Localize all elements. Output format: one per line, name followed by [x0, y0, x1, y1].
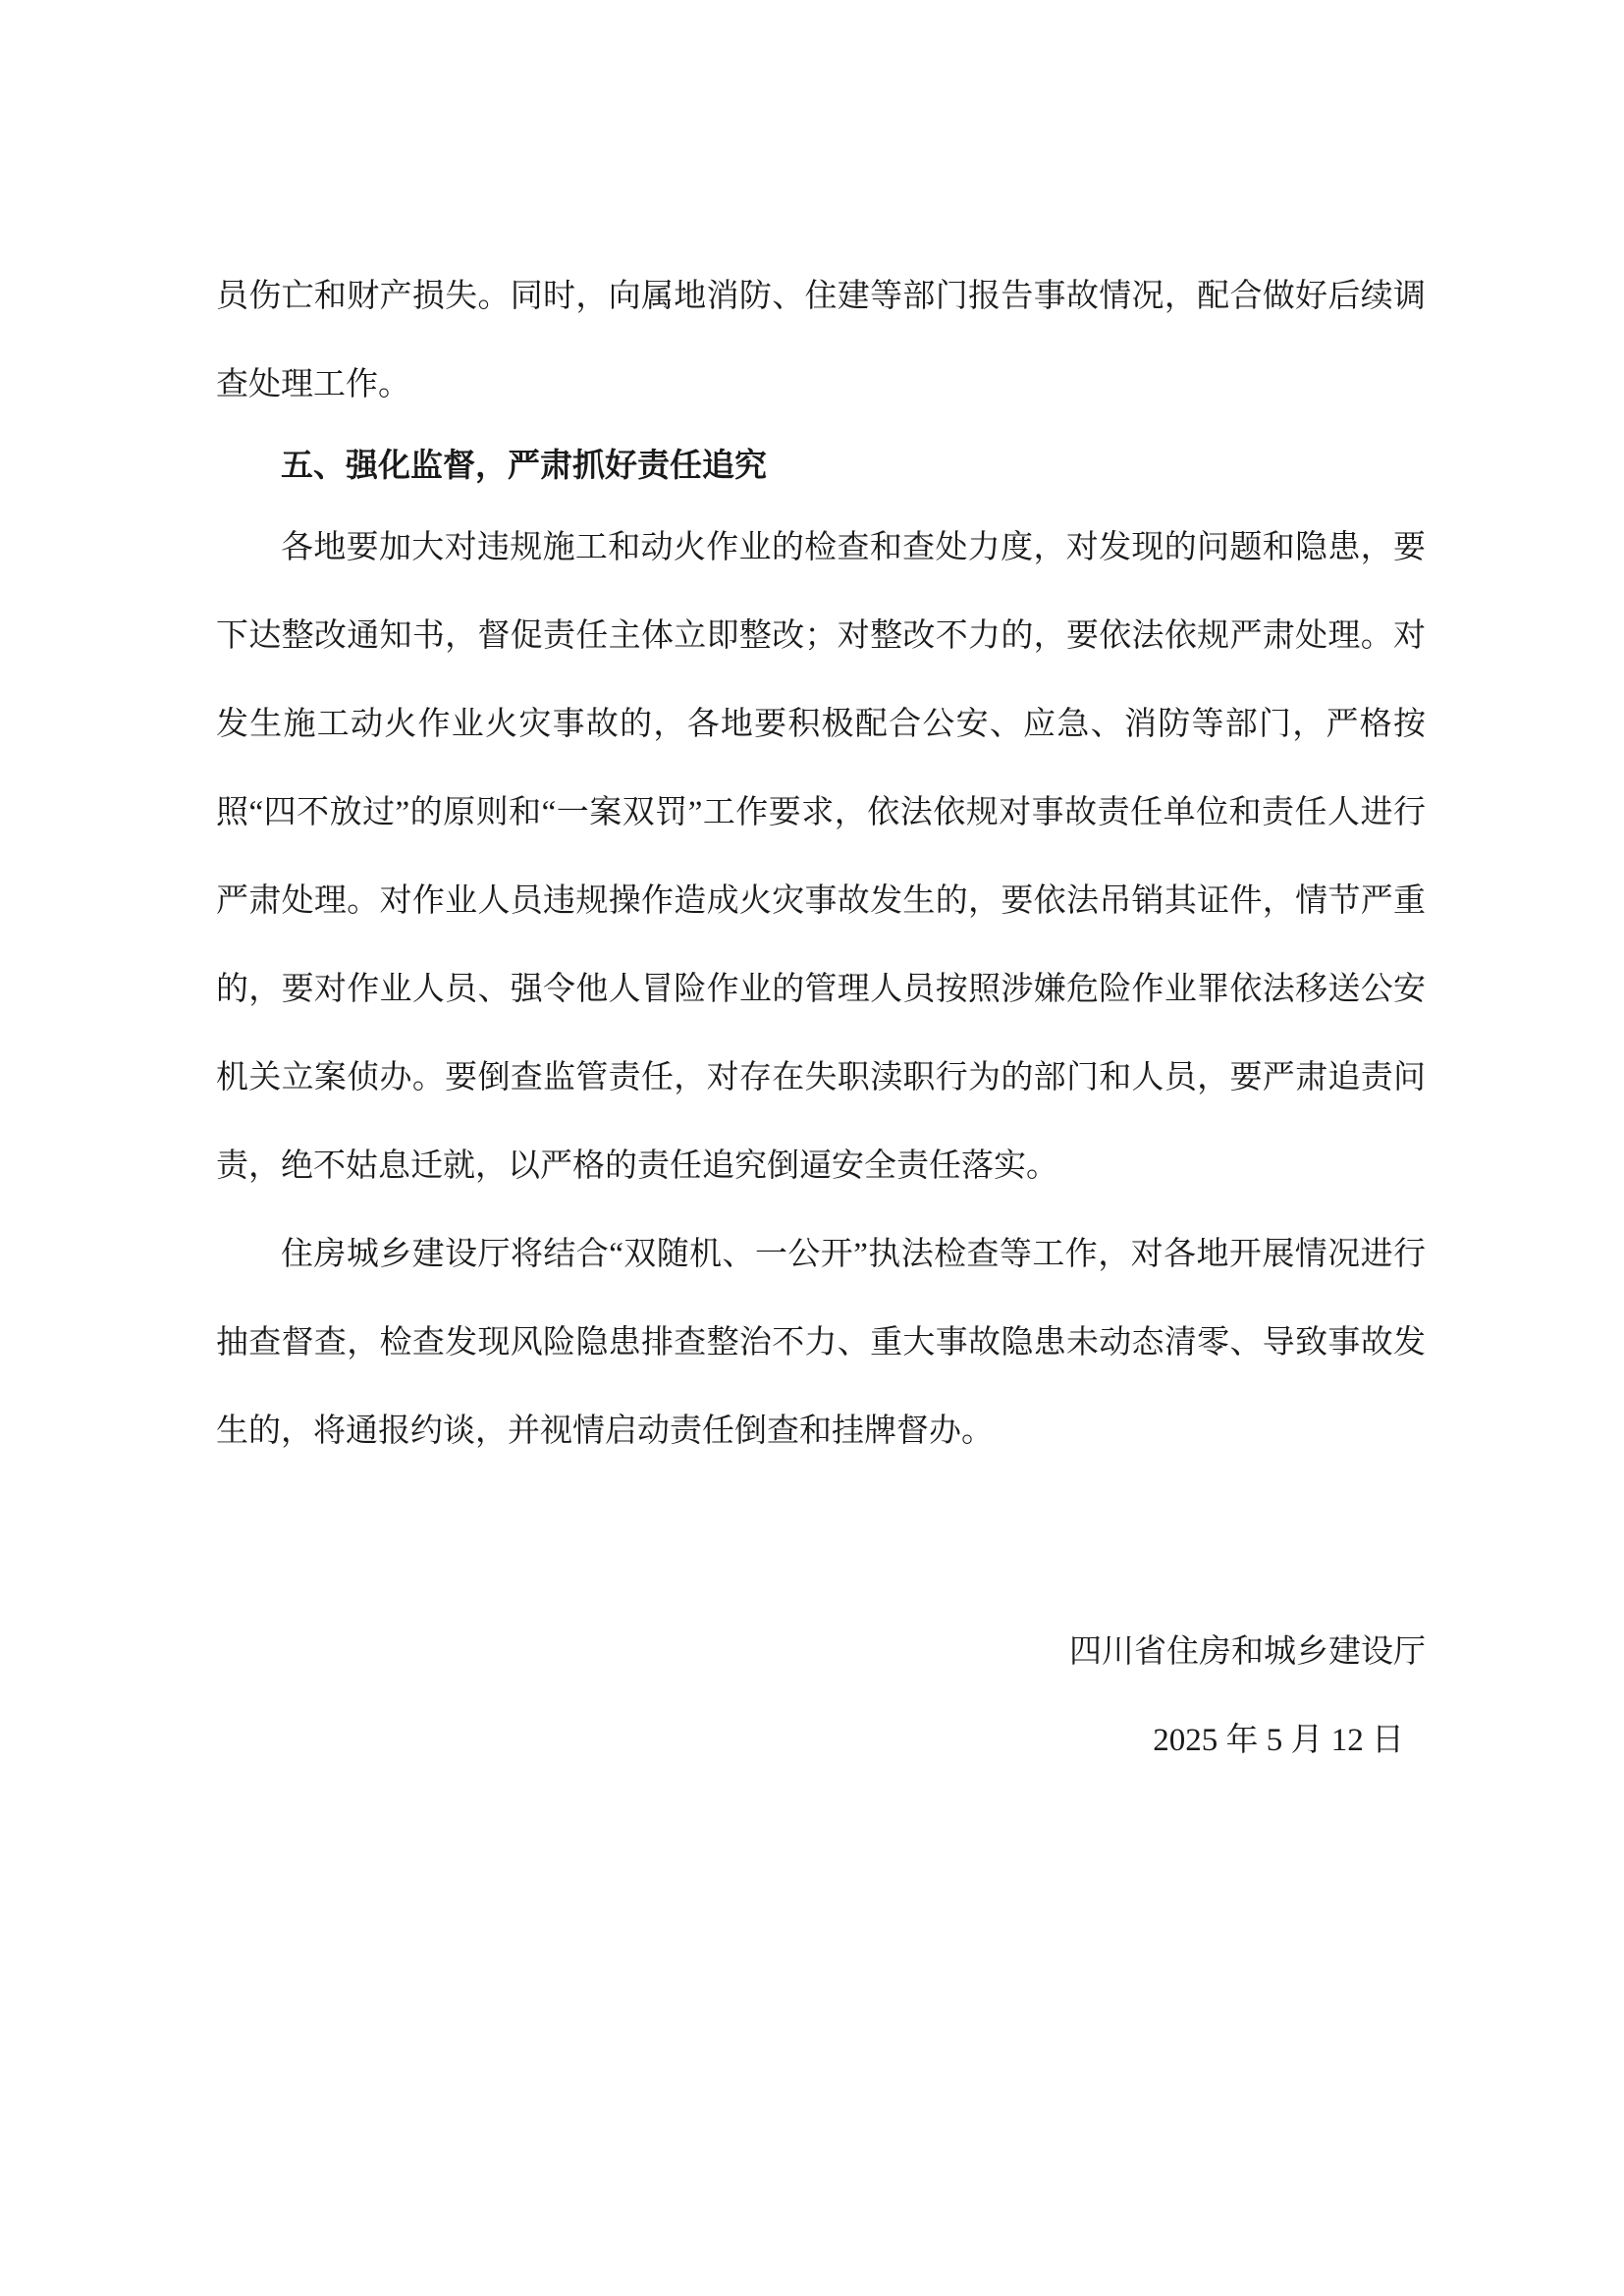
paragraph-enforcement-accountability: 各地要加大对违规施工和动火作业的检查和查处力度，对发现的问题和隐患，要下达整改通知书，督促责任主体立即整改；对整改不力的，要依法依规严肃处理。对发生施工动火作业火灾事故的，各地要积极配合公安、应急、消防等部门，严格按照“四不放过”的原则和“一案双罚”工作要求，依法依规对事故责任单位和责任人进行严肃处理。对作业人员违规操作造成火灾事故发生的，要依法吊销其证件，情节严重的，要对作业人员、强令他人冒险作业的管理人员按照涉嫌危险作业罪依法移送公安机关立案侦办。要倒查监管责任，对存在失职渎职行为的部门和人员，要严肃追责问责，绝不姑息迁就，以严格的责任追究倒逼安全责任落实。: [216, 530, 1426, 1184]
section-heading: 五、强化监督，严肃抓好责任追究: [281, 449, 767, 484]
document-body: [216, 252, 1426, 1785]
paragraph-continuation: 员伤亡和财产损失。同时，向属地消防、住建等部门报告事故情况，配合做好后续调查处理工作。: [216, 279, 1426, 402]
signature-issuer: 四川省住房和城乡建设厅: [1069, 1634, 1426, 1670]
paragraph-spot-check-supervision: 住房城乡建设厅将结合“双随机、一公开”执法检查等工作，对各地开展情况进行抽查督查，检查发现风险隐患排查整治不力、重大事故隐患未动态清零、导致事故发生的，将通报约谈，并视情启动责任倒查和挂牌督办。: [216, 1237, 1426, 1449]
signature-date: 2025 年 5 月 12 日: [1153, 1723, 1404, 1758]
